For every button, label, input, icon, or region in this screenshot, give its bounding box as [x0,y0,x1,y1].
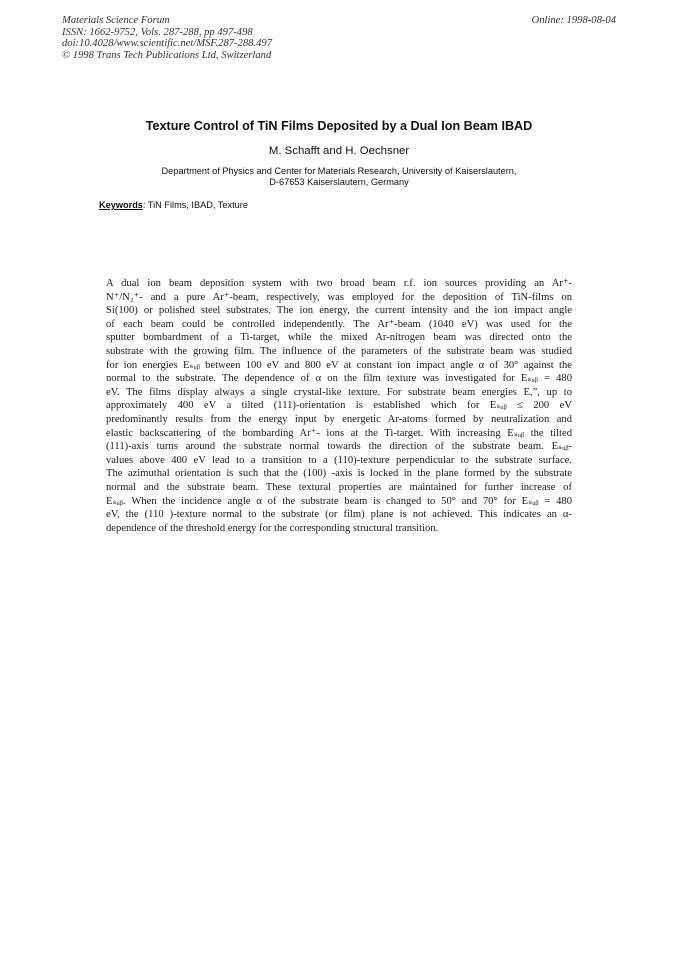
abstract-line: for ion energies Eₛᵤᵦ between 100 eV and 800 eV at constant ion impact angle α of 30° against the [106,359,572,371]
affiliation-line: D-67653 Kaiserslautern, Germany [269,177,409,188]
abstract-line: The azimuthal orientation is such that the (100) -axis is locked in the plane formed by the substrate [106,468,572,480]
abstract-line: (111)-axis turns around the substrate normal towards the direction of the substrate beam. Eₛᵤᵦ- [106,441,572,453]
keywords-text: TiN Films, IBAD, Texture [147,200,248,210]
abstract-line: elastic backscattering of the bombarding Ar⁺- ions at the Ti-target. With increasing Eₛᵤᵦ the tilted [106,427,572,439]
abstract-line: values above 400 eV lead to a transition to a (110)-texture perpendicular to the substrate surface. [106,454,572,466]
abstract-line: approximately 400 eV a tilted (111)-orientation is established which for Eₛᵤᵦ ≤ 200 eV [106,400,572,412]
abstract-line: Si(100) or polished steel substrates. The ion energy, the current intensity and the ion impact angle [106,305,572,317]
journal-name: Materials Science Forum [62,15,170,26]
abstract-line: normal to the substrate. The dependence of α on the film texture was investigated for Eₛᵤᵦ = 480 [106,373,572,385]
abstract [106,277,572,535]
abstract-line: of each beam could be controlled independently. The Ar⁺-beam (1040 eV) was used for the [106,318,572,330]
abstract-line: substrate with the growing film. The influence of the parameters of the substrate beam was studied [106,345,572,357]
abstract-line: normal and the substrate beam. These textural properties are maintained for further increase of [106,481,572,493]
online-date: Online: 1998-08-04 [531,15,616,26]
abstract-line: eV, the (110 )-texture normal to the substrate (or film) plane is not achieved. This indicates an α- [106,509,572,521]
abstract-line: eV. The films display always a single crystal-like texture. For substrate beam energies E,”, up to [106,386,572,398]
copyright-line: © 1998 Trans Tech Publications Ltd, Switzerland [62,49,272,61]
issn-line: ISSN: 1662-9752, Vols. 287-288, pp 497-498 [62,26,253,38]
abstract-line: dependence of the threshold energy for the corresponding structural transition. [106,522,439,534]
keywords-colon: : [142,200,148,210]
abstract-line: A dual ion beam deposition system with two broad beam r.f. ion sources providing an Ar⁺- [106,278,572,289]
paper-authors: M. Schafft and H. Oechsner [268,145,410,157]
keywords [99,200,248,210]
abstract-line: predominantly results from the energy input by energetic Ar-atoms formed by neutralization and [106,413,572,425]
doi-line[interactable]: doi:10.4028/www.scientific.net/MSF.287-288.497 [62,38,272,50]
abstract-line: N⁺/N₂⁺- and a pure Ar⁺-beam, respectively, was employed for the deposition of TiN-films on [106,291,572,303]
affiliation-line: Department of Physics and Center for Materials Research, University of Kaiserslautern, [161,166,517,176]
journal-header [62,15,272,61]
abstract-line: Eₛᵤᵦ. When the incidence angle α of the substrate beam is changed to 50° and 70° for Eₛᵤᵦ = 480 [106,495,572,507]
paper-title: Texture Control of TiN Films Deposited by a Dual Ion Beam IBAD [145,119,533,133]
affiliation [0,166,678,189]
abstract-line: sputter bombardment of a Ti-target, while the mixed Ar-nitrogen beam was directed onto the [106,332,572,344]
keywords-label: Keywords [99,200,143,210]
